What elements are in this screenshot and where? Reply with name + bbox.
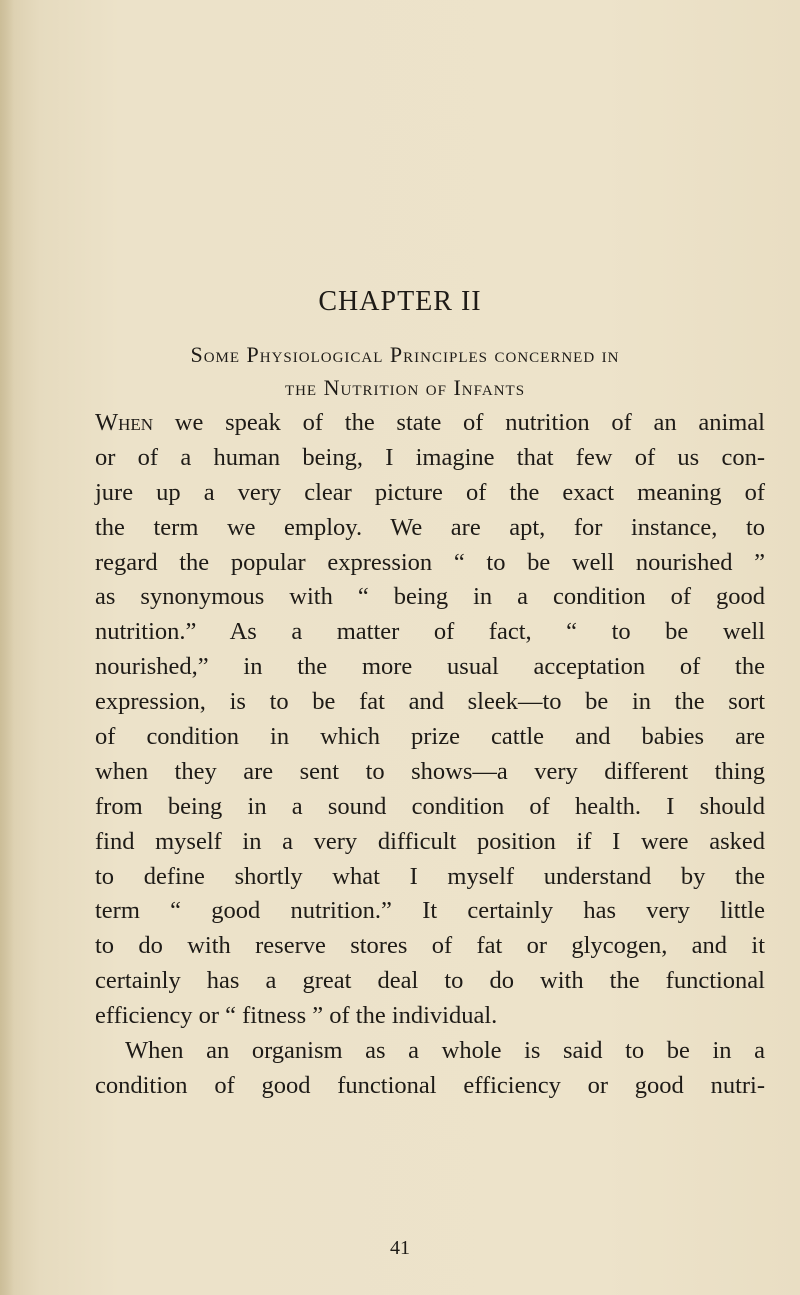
- body-line: certainly has a great deal to do with the functional: [95, 967, 765, 995]
- body-line: nourished,” in the more usual acceptation of the: [95, 653, 765, 681]
- chapter-title: [60, 338, 750, 404]
- body-line: efficiency or “ fitness ” of the individual.: [95, 1002, 498, 1030]
- body-line: or of a human being, I imagine that few of us con-: [95, 443, 765, 471]
- lead-word: When: [95, 409, 154, 436]
- body-line: the term we employ. We are apt, for instance, to: [95, 513, 765, 541]
- body-text: [95, 406, 765, 1104]
- paragraph2-line: When an organism as a whole is said to be in a: [125, 1037, 765, 1065]
- body-line: nutrition.” As a matter of fact, “ to be well: [95, 618, 765, 646]
- chapter-title-line-1: Some Physiological Principles concerned in: [190, 342, 620, 367]
- page-gutter-shadow: [0, 0, 14, 1295]
- body-line-1-rest: we speak of the state of nutrition of an animal: [153, 409, 765, 436]
- body-line-1: [95, 406, 765, 441]
- body-line: of condition in which prize cattle and babies are: [95, 723, 765, 751]
- page-number: 41: [390, 1237, 410, 1259]
- body-line: jure up a very clear picture of the exact meaning of: [95, 478, 765, 506]
- body-line: from being in a sound condition of health. I should: [95, 792, 765, 820]
- body-line: term “ good nutrition.” It certainly has very little: [95, 897, 765, 925]
- body-line: to do with reserve stores of fat or glycogen, and it: [95, 932, 765, 960]
- chapter-title-line-2: the Nutrition of Infants: [284, 375, 526, 400]
- body-line: to define shortly what I myself understand by the: [95, 862, 765, 890]
- body-line: when they are sent to shows—a very different thing: [95, 757, 765, 785]
- body-line: regard the popular expression “ to be well nourished ”: [95, 548, 765, 576]
- body-line: as synonymous with “ being in a condition of good: [95, 583, 765, 611]
- chapter-heading: CHAPTER II: [318, 286, 482, 317]
- body-line: find myself in a very difficult position if I were asked: [95, 827, 765, 855]
- paragraph2-line: condition of good functional efficiency or good nutri-: [95, 1071, 765, 1099]
- body-line: expression, is to be fat and sleek—to be in the sort: [95, 688, 765, 716]
